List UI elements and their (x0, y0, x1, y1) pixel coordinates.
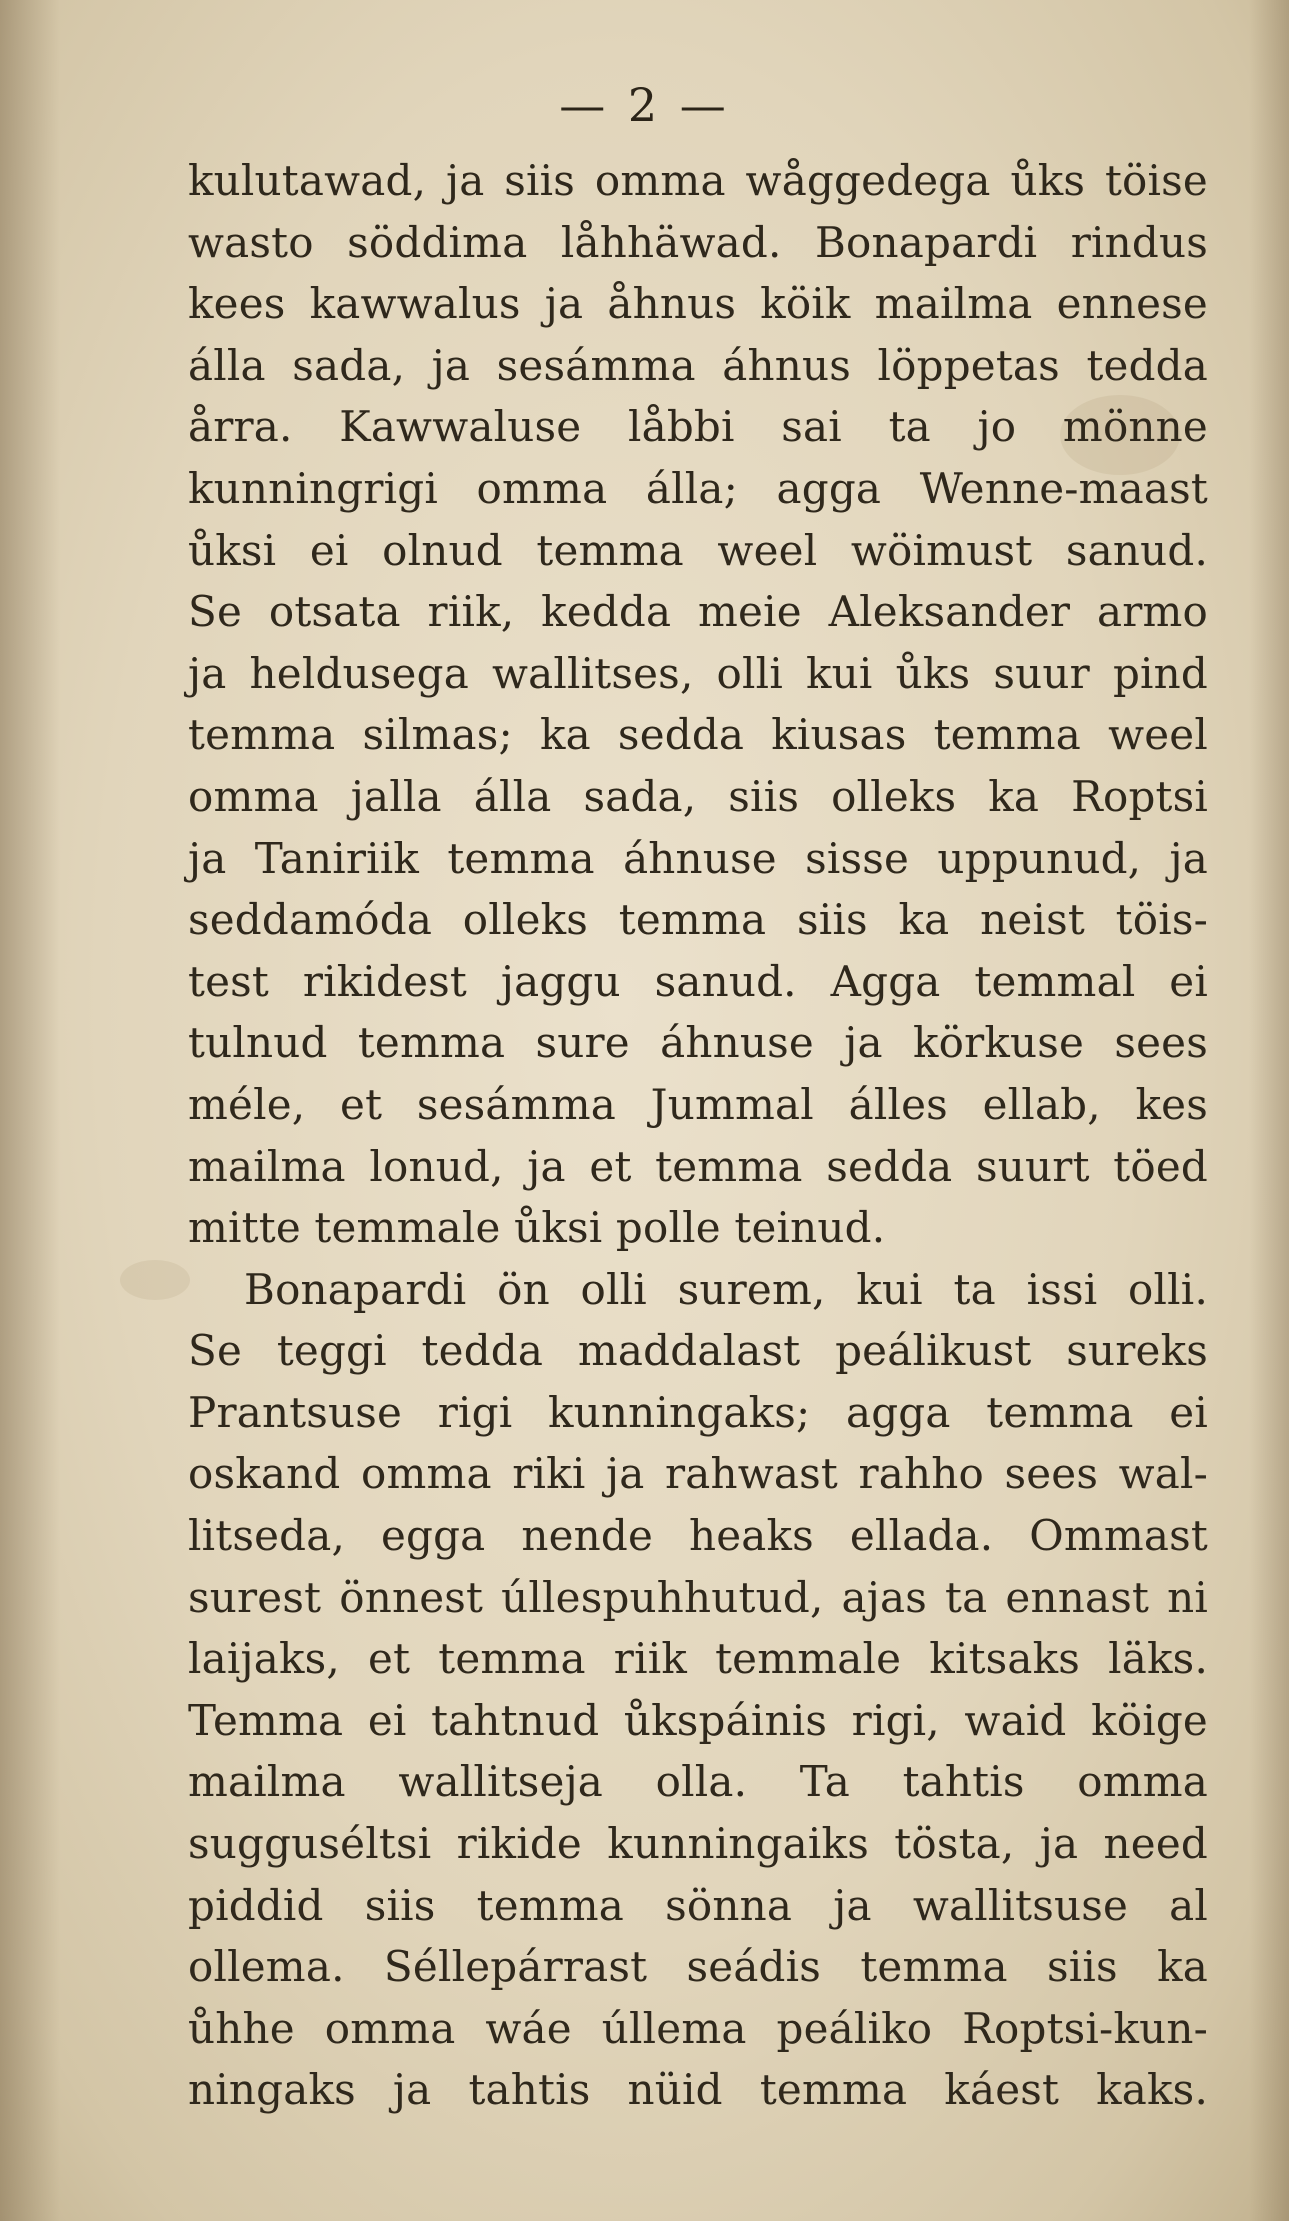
page-number: — 2 — (559, 78, 730, 132)
text-line: mailma wallitseja olla. Ta tahtis omma (188, 1757, 1208, 1807)
text-line: Prantsuse rigi kunningaks; agga temma ei (188, 1387, 1208, 1437)
text-line: oskand omma riki ja rahwast rahho sees wal- (188, 1449, 1208, 1499)
text-line: ůksi ei olnud temma weel wöimust sanud. (188, 525, 1208, 575)
text-line: álla sada, ja sesámma áhnus löppetas tedda (188, 340, 1208, 390)
body-text (188, 150, 1208, 2121)
page-edge-shadow-left (0, 0, 60, 2221)
text-line: Se otsata riik, kedda meie Aleksander armo (188, 587, 1208, 637)
text-line: omma jalla álla sada, siis olleks ka Roptsi (188, 771, 1208, 821)
text-line: sugguséltsi rikide kunningaiks tösta, ja need (188, 1819, 1208, 1869)
text-line: kulutawad, ja siis omma wåggedega ůks töise (188, 156, 1208, 205)
text-line: temma silmas; ka sedda kiusas temma weel (188, 710, 1208, 760)
text-line: piddid siis temma sönna ja wallitsuse al (188, 1880, 1208, 1930)
text-line: mailma lonud, ja et temma sedda suurt töed (188, 1141, 1208, 1191)
text-line: Se teggi tedda maddalast peálikust sureks (188, 1326, 1208, 1376)
text-line: ningaks ja tahtis nüid temma káest kaks. (188, 2065, 1208, 2115)
text-line: laijaks, et temma riik temmale kitsaks läks. (188, 1634, 1208, 1684)
text-line: litseda, egga nende heaks ellada. Ommast (188, 1511, 1208, 1561)
text-line: ůhhe omma wáe úllema peáliko Roptsi-kun- (188, 2003, 1208, 2053)
text-line: wasto söddima låhhäwad. Bonapardi rindus (188, 217, 1208, 267)
text-line: ja Taniriik temma áhnuse sisse uppunud, ja (188, 833, 1208, 883)
text-line: kees kawwalus ja åhnus köik mailma ennese (188, 279, 1208, 329)
text-line: ollema. Séllepárrast seádis temma siis ka (188, 1942, 1208, 1992)
text-line: méle, et sesámma Jummal álles ellab, kes (188, 1079, 1208, 1129)
page-edge-shadow-right (1249, 0, 1289, 2221)
text-line: test rikidest jaggu sanud. Agga temmal ei (188, 956, 1208, 1006)
text-line: Temma ei tahtnud ůkspáinis rigi, waid köige (188, 1695, 1208, 1745)
paper-stain (120, 1260, 190, 1300)
text-line: ja heldusega wallitses, olli kui ůks suur pind (188, 648, 1208, 698)
text-line: kunningrigi omma álla; agga Wenne-maast (188, 463, 1208, 513)
paragraph-first-line: Bonapardi ön olli surem, kui ta issi olli. (244, 1264, 1208, 1314)
paragraph-last-line: mitte temmale ůksi polle teinud. (188, 1203, 886, 1253)
text-line: årra. Kawwaluse låbbi sai ta jo mönne (188, 402, 1208, 452)
text-line: tulnud temma sure áhnuse ja körkuse sees (188, 1018, 1208, 1068)
text-line: seddamóda olleks temma siis ka neist töis- (188, 895, 1208, 945)
text-line: surest önnest úllespuhhutud, ajas ta ennast ni (188, 1572, 1208, 1622)
